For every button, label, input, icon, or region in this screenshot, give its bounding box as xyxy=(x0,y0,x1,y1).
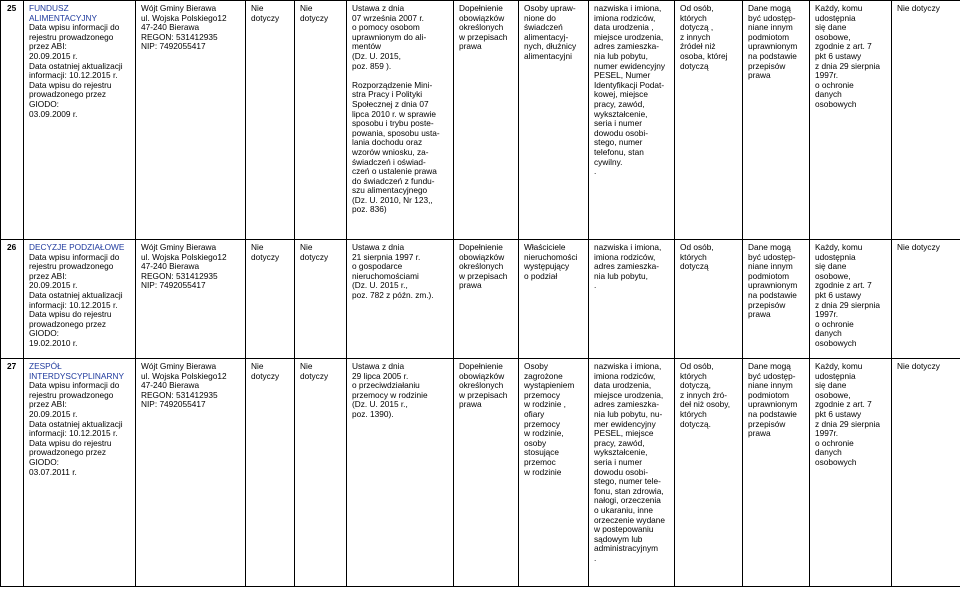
register-title: ZESPÓŁ INTERDYSCYPLINARNY xyxy=(29,361,124,381)
row-number: 26 xyxy=(1,240,24,359)
administrator-cell: Wójt Gminy Bierawa ul. Wojska Polskiego12 47-240 Bierawa REGON: 531412935 NIP: 7492055417 xyxy=(136,240,246,359)
legal-basis-cell: Ustawa z dnia 07 września 2007 r. o pomocy osobom uprawnionym do ali- mentów (Dz. U. 2015, poz. 859 ). Rozporządzenie Mini- stra Pracy i Polityki Społecznej z dnia 07 lipca 2010 r. w sprawie sposobu i trybu poste- powania, sposobu usta- lania dochodu oraz wzorów wniosku, za- świadczeń i oświad- czeń o ustalenie prawa do świadczeń z fundu- szu alimentacyjnego (Dz. U. 2010, Nr 123,, poz. 836) xyxy=(347,1,454,240)
subjects-cell: Osoby upraw- nione do świadczeń alimentacyj- nych, dłużnicy alimentacyjni xyxy=(519,1,589,240)
table-row xyxy=(1,240,960,359)
purpose-cell: Dopełnienie obowiązków określonych w przepisach prawa xyxy=(454,1,519,240)
processor-cell: Nie dotyczy xyxy=(295,1,347,240)
source-cell: Od osób, których dotyczą , z innych źródeł niż osoba, której dotyczą xyxy=(675,1,743,240)
disclosure-cell: Każdy, komu udostępnia się dane osobowe, zgodnie z art. 7 pkt 6 ustawy z dnia 29 sierpnia 1997r. o ochronie danych osobowych xyxy=(810,359,892,587)
subjects-cell: Osoby zagrożone wystąpieniem przemocy w rodzinie , ofiary przemocy w rodzinie, osoby stosujące przemoc w rodzinie xyxy=(519,359,589,587)
transfer-cell: Nie dotyczy xyxy=(892,1,960,240)
register-info-cell xyxy=(24,240,136,359)
representative-cell: Nie dotyczy xyxy=(246,359,295,587)
register-title: FUNDUSZ ALIMENTACYJNY xyxy=(29,3,98,23)
register-dates: Data wpisu informacji do rejestru prowadzonego przez ABI: 20.09.2015 r. Data ostatniej aktualizacji informacji: 10.12.2015 r. Data wpisu do rejestru prowadzonego przez GIODO: 19.02.2010 r. xyxy=(29,251,123,348)
disclosure-cell: Każdy, komu udostępnia się dane osobowe, zgodnie z art. 7 pkt 6 ustawy z dnia 29 sierpnia 1997r. o ochronie danych osobowych xyxy=(810,1,892,240)
legal-basis-cell: Ustawa z dnia 29 lipca 2005 r. o przeciwdziałaniu przemocy w rodzinie (Dz. U. 2015 r., poz. 1390). xyxy=(347,359,454,587)
table-row xyxy=(1,1,960,240)
row-number: 27 xyxy=(1,359,24,587)
recipients-cell: Dane mogą być udostęp- niane innym podmiotom uprawnionym na podstawie przepisów prawa xyxy=(743,359,810,587)
representative-cell: Nie dotyczy xyxy=(246,1,295,240)
register-info-cell xyxy=(24,1,136,240)
purpose-cell: Dopełnienie obowiązków określonych w przepisach prawa xyxy=(454,240,519,359)
register-title: DECYZJE PODZIAŁOWE xyxy=(29,242,125,252)
data-scope-cell: nazwiska i imiona, imiona rodziców, data urodzenia , miejsce urodzenia, adres zamieszka- nia lub pobytu, numer ewidencyjny PESEL, Numer Identyfikacji Podat- kowej, miejsce pracy, zawód, wykształcenie, seria i numer dowodu osobi- stego, numer telefonu, stan cywilny. . xyxy=(589,1,675,240)
subjects-cell: Właściciele nieruchomości występujący o podział xyxy=(519,240,589,359)
transfer-cell: Nie dotyczy xyxy=(892,359,960,587)
transfer-cell: Nie dotyczy xyxy=(892,240,960,359)
administrator-cell: Wójt Gminy Bierawa ul. Wojska Polskiego12 47-240 Bierawa REGON: 531412935 NIP: 7492055417 xyxy=(136,1,246,240)
legal-basis-cell: Ustawa z dnia 21 sierpnia 1997 r. o gospodarce nieruchomościami (Dz. U. 2015 r., poz. 782 z późn. zm.). xyxy=(347,240,454,359)
data-scope-cell: nazwiska i imiona, imiona rodziców, adres zamieszka- nia lub pobytu, . xyxy=(589,240,675,359)
register-info-cell xyxy=(24,359,136,587)
source-cell: Od osób, których dotyczą xyxy=(675,240,743,359)
purpose-cell: Dopełnienie obowiązków określonych w przepisach prawa xyxy=(454,359,519,587)
register-dates: Data wpisu informacji do rejestru prowadzonego przez ABI: 20.09.2015 r. Data ostatniej aktualizacji informacji: 10.12.2015 r. Data wpisu do rejestru prowadzonego przez GIODO: 03.07.2011 r. xyxy=(29,380,123,477)
data-scope-cell: nazwiska i imiona, imiona rodziców, data urodzenia, miejsce urodzenia, adres zamieszka- nia lub pobytu, nu- mer ewidencyjny PESEL, miejsce pracy, zawód, wykształcenie, seria i numer dowodu osobi- stego, numer tele- fonu, stan zdrowia, nałogi, orzeczenia o ukaraniu, inne orzeczenie wydane w postepowaniu sądowym lub administracyjnym . xyxy=(589,359,675,587)
processor-cell: Nie dotyczy xyxy=(295,240,347,359)
representative-cell: Nie dotyczy xyxy=(246,240,295,359)
recipients-cell: Dane mogą być udostęp- niane innym podmiotom uprawnionym na podstawie przepisów prawa xyxy=(743,240,810,359)
processor-cell: Nie dotyczy xyxy=(295,359,347,587)
register-dates: Data wpisu informacji do rejestru prowadzonego przez ABI: 20.09.2015 r. Data ostatniej aktualizacji informacji: 10.12.2015 r. Data wpisu do rejestru prowadzonego przez GIODO: 03.09.2009 r. xyxy=(29,22,123,119)
administrator-cell: Wójt Gminy Bierawa ul. Wojska Polskiego12 47-240 Bierawa REGON: 531412935 NIP: 7492055417 xyxy=(136,359,246,587)
disclosure-cell: Każdy, komu udostępnia się dane osobowe, zgodnie z art. 7 pkt 6 ustawy z dnia 29 sierpnia 1997r. o ochronie danych osobowych xyxy=(810,240,892,359)
row-number: 25 xyxy=(1,1,24,240)
table-row xyxy=(1,359,960,587)
source-cell: Od osób, których dotyczą, z innych źró- deł niż osoby, których dotyczą. xyxy=(675,359,743,587)
recipients-cell: Dane mogą być udostęp- niane innym podmiotom uprawnionym na podstawie przepisów prawa xyxy=(743,1,810,240)
